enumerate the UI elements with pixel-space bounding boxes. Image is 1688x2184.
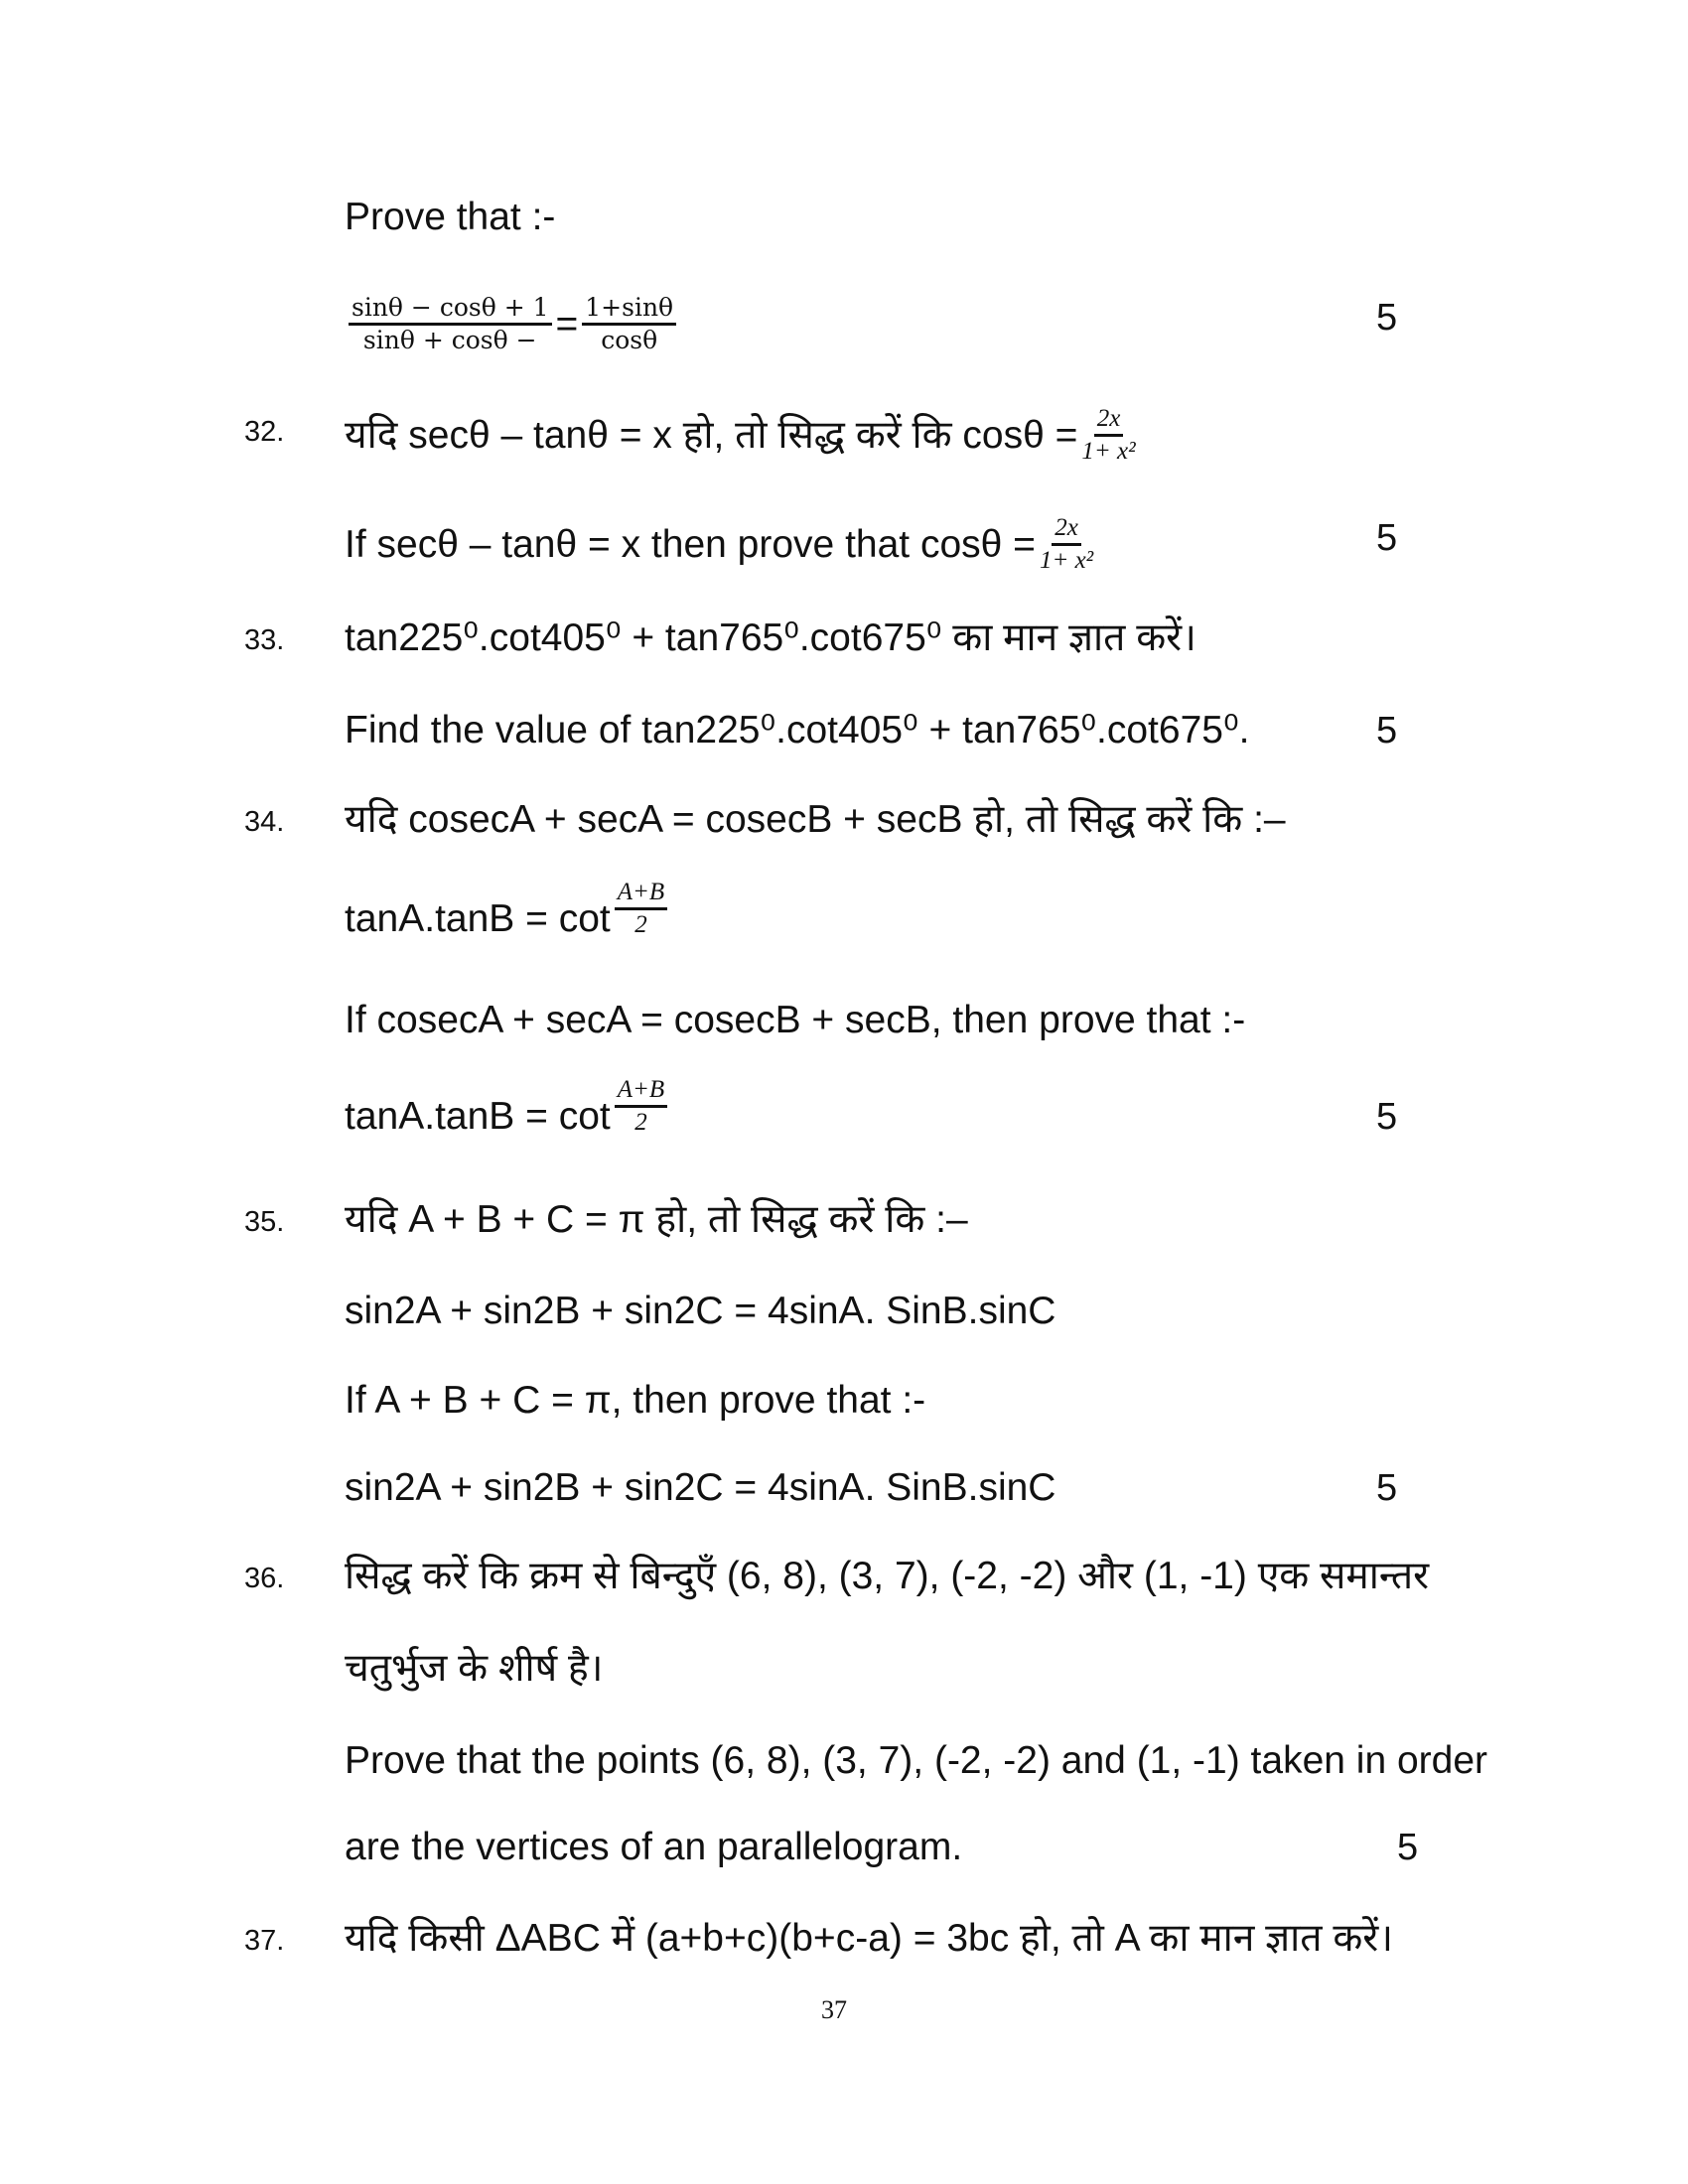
q33-marks: 5 bbox=[1376, 710, 1398, 751]
q34-english: If cosecA + secA = cosecB + secB, then prove that :- bbox=[345, 999, 1246, 1041]
q32-frac-num-en: 2x bbox=[1052, 513, 1081, 546]
q32-frac-num: 2x bbox=[1094, 404, 1124, 437]
q31-marks: 5 bbox=[1376, 297, 1398, 339]
q32-number: 32. bbox=[244, 416, 285, 448]
q34-frac-num-en: A+B bbox=[615, 1075, 667, 1108]
q31-rhs-denominator: cosθ bbox=[601, 326, 658, 354]
q37-number: 37. bbox=[244, 1925, 285, 1957]
q31-equals: = bbox=[555, 302, 579, 345]
page-number: 37 bbox=[821, 1995, 847, 2024]
q34-fraction-en bbox=[615, 1075, 667, 1138]
q32-frac-den: 1+ x² bbox=[1081, 438, 1136, 465]
q34-number: 34. bbox=[244, 806, 285, 838]
q36-number: 36. bbox=[244, 1563, 285, 1594]
q34-frac-den: 2 bbox=[634, 910, 647, 938]
q32-fraction-en bbox=[1040, 513, 1093, 576]
q34-expr-text-en: tanA.tanB = cot bbox=[345, 1095, 611, 1138]
q36-english-2: are the vertices of an parallelogram. bbox=[345, 1826, 963, 1868]
q34-hindi: यदि cosecA + secA = cosecB + secB हो, तो सिद्ध करें कि :– bbox=[345, 798, 1286, 841]
q34-marks: 5 bbox=[1376, 1096, 1398, 1138]
q31-lhs-fraction bbox=[349, 293, 552, 355]
q34-fraction bbox=[615, 878, 667, 940]
q31-lhs-numerator: sinθ − cosθ + 1 bbox=[349, 293, 552, 326]
q34-frac-den-en: 2 bbox=[634, 1108, 647, 1136]
q32-fraction bbox=[1081, 404, 1135, 467]
q33-hindi: tan225⁰.cot405⁰ + tan765⁰.cot675⁰ का मान ज्ञात करें। bbox=[345, 616, 1196, 659]
q34-expr-english bbox=[345, 1075, 671, 1142]
q35-hindi: यदि A + B + C = π हो, तो सिद्ध करें कि :– bbox=[345, 1198, 968, 1241]
q36-english-1: Prove that the points (6, 8), (3, 7), (-2, -2) and (1, -1) taken in order bbox=[345, 1739, 1488, 1782]
q31-equation bbox=[345, 293, 680, 355]
q31-rhs-numerator: 1+sinθ bbox=[582, 293, 676, 326]
q32-hindi-text: यदि secθ – tanθ = x हो, तो सिद्ध करें कि cosθ = bbox=[345, 413, 1078, 457]
q31-lhs-denominator: sinθ + cosθ − bbox=[362, 326, 537, 354]
q32-hindi bbox=[345, 404, 1140, 467]
q36-marks: 5 bbox=[1397, 1827, 1419, 1868]
q35-number: 35. bbox=[244, 1206, 285, 1238]
q35-marks: 5 bbox=[1376, 1467, 1398, 1509]
q35-expr-english: sin2A + sin2B + sin2C = 4sinA. SinB.sinC bbox=[345, 1466, 1056, 1509]
q34-frac-num: A+B bbox=[615, 878, 667, 910]
q31-rhs-fraction bbox=[582, 293, 676, 355]
q32-english bbox=[345, 513, 1097, 576]
q31-prove-label: Prove that :- bbox=[345, 196, 556, 238]
q32-frac-den-en: 1+ x² bbox=[1039, 547, 1094, 574]
q35-expr-hindi: sin2A + sin2B + sin2C = 4sinA. SinB.sinC bbox=[345, 1290, 1056, 1332]
q32-marks: 5 bbox=[1376, 517, 1398, 559]
q33-english: Find the value of tan225⁰.cot405⁰ + tan765⁰.cot675⁰. bbox=[345, 709, 1250, 751]
q36-hindi-1: सिद्ध करें कि क्रम से बिन्दुएँ (6, 8), (3, 7), (-2, -2) और (1, -1) एक समान्तर bbox=[345, 1555, 1430, 1597]
q34-expr-hindi bbox=[345, 878, 671, 944]
q37-hindi: यदि किसी ΔABC में (a+b+c)(b+c-a) = 3bc हो, तो A का मान ज्ञात करें। bbox=[345, 1917, 1394, 1960]
q36-hindi-2: चतुर्भुज के शीर्ष है। bbox=[345, 1647, 604, 1690]
q33-number: 33. bbox=[244, 624, 285, 656]
q34-expr-text: tanA.tanB = cot bbox=[345, 897, 611, 940]
q32-english-text: If secθ – tanθ = x then prove that cosθ = bbox=[345, 522, 1036, 566]
q35-english: If A + B + C = π, then prove that :- bbox=[345, 1379, 926, 1422]
